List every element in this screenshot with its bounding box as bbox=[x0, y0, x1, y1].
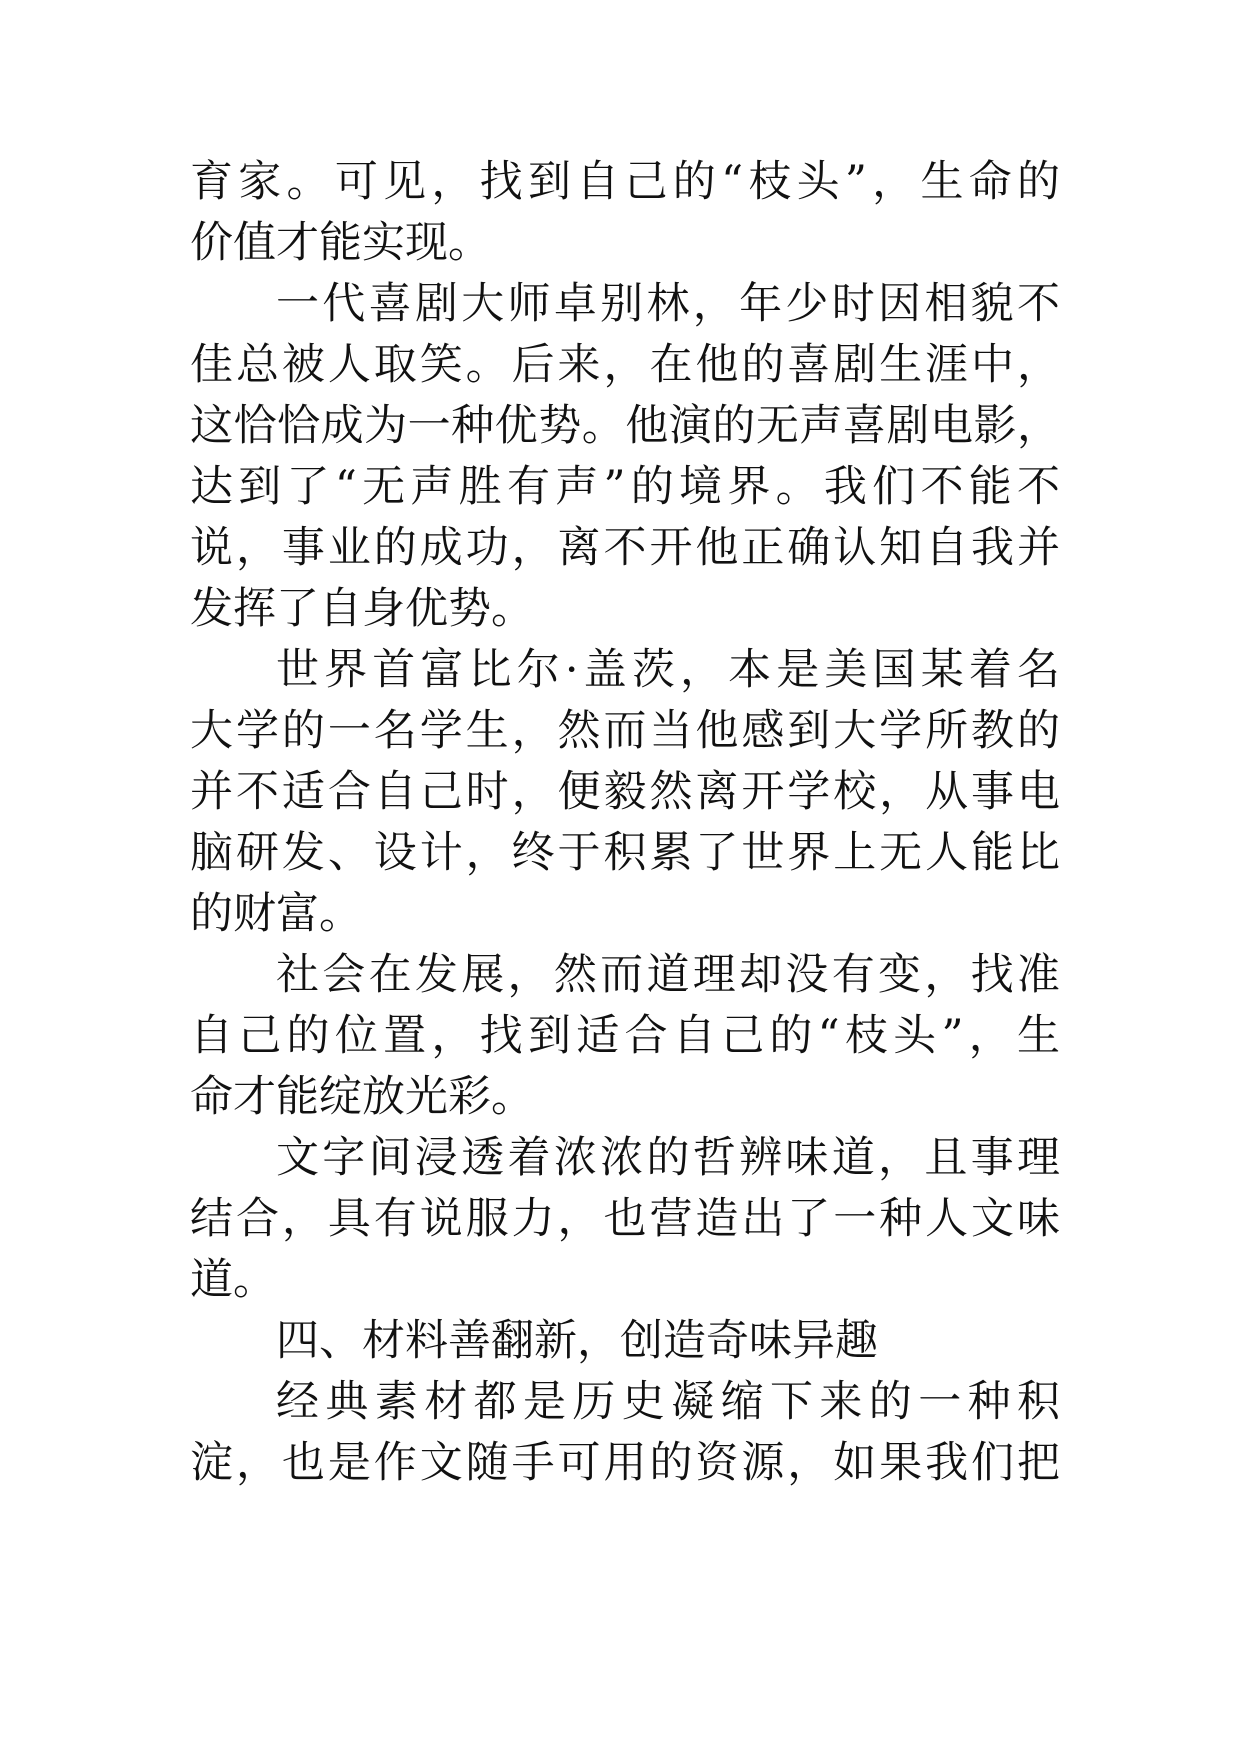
text-line: 佳总被人取笑。后来，在他的喜剧生涯中， bbox=[190, 340, 1060, 390]
text-line: 发挥了自身优势。 bbox=[190, 584, 534, 634]
text-line: 自己的位置，找到适合自己的“枝头”，生 bbox=[190, 1011, 1060, 1061]
text-line: 大学的一名学生，然而当他感到大学所教的 bbox=[190, 706, 1060, 756]
text-line: 世界首富比尔·盖茨，本是美国某着名 bbox=[276, 645, 1060, 695]
text-line: 四、材料善翻新，创造奇味异趣 bbox=[276, 1316, 878, 1366]
text-line: 这恰恰成为一种优势。他演的无声喜剧电影， bbox=[190, 401, 1060, 451]
text-line: 淀，也是作文随手可用的资源，如果我们把 bbox=[190, 1438, 1060, 1488]
body-text bbox=[190, 152, 1060, 1494]
text-line: 价值才能实现。 bbox=[190, 218, 491, 268]
text-line: 说，事业的成功，离不开他正确认知自我并 bbox=[190, 523, 1060, 573]
text-line: 达到了“无声胜有声”的境界。我们不能不 bbox=[190, 462, 1060, 512]
text-line: 道。 bbox=[190, 1255, 276, 1305]
text-line: 命才能绽放光彩。 bbox=[190, 1072, 534, 1122]
text-line: 脑研发、设计，终于积累了世界上无人能比 bbox=[190, 828, 1060, 878]
text-line: 并不适合自己时，便毅然离开学校，从事电 bbox=[190, 767, 1060, 817]
text-line: 文字间浸透着浓浓的哲辨味道，且事理 bbox=[276, 1133, 1060, 1183]
text-line: 的财富。 bbox=[190, 889, 362, 939]
text-line: 经典素材都是历史凝缩下来的一种积 bbox=[276, 1377, 1060, 1427]
text-line: 一代喜剧大师卓别林，年少时因相貌不 bbox=[276, 279, 1060, 329]
text-line: 社会在发展，然而道理却没有变，找准 bbox=[276, 950, 1060, 1000]
text-line: 育家。可见，找到自己的“枝头”，生命的 bbox=[190, 157, 1060, 207]
text-line: 结合，具有说服力，也营造出了一种人文味 bbox=[190, 1194, 1060, 1244]
